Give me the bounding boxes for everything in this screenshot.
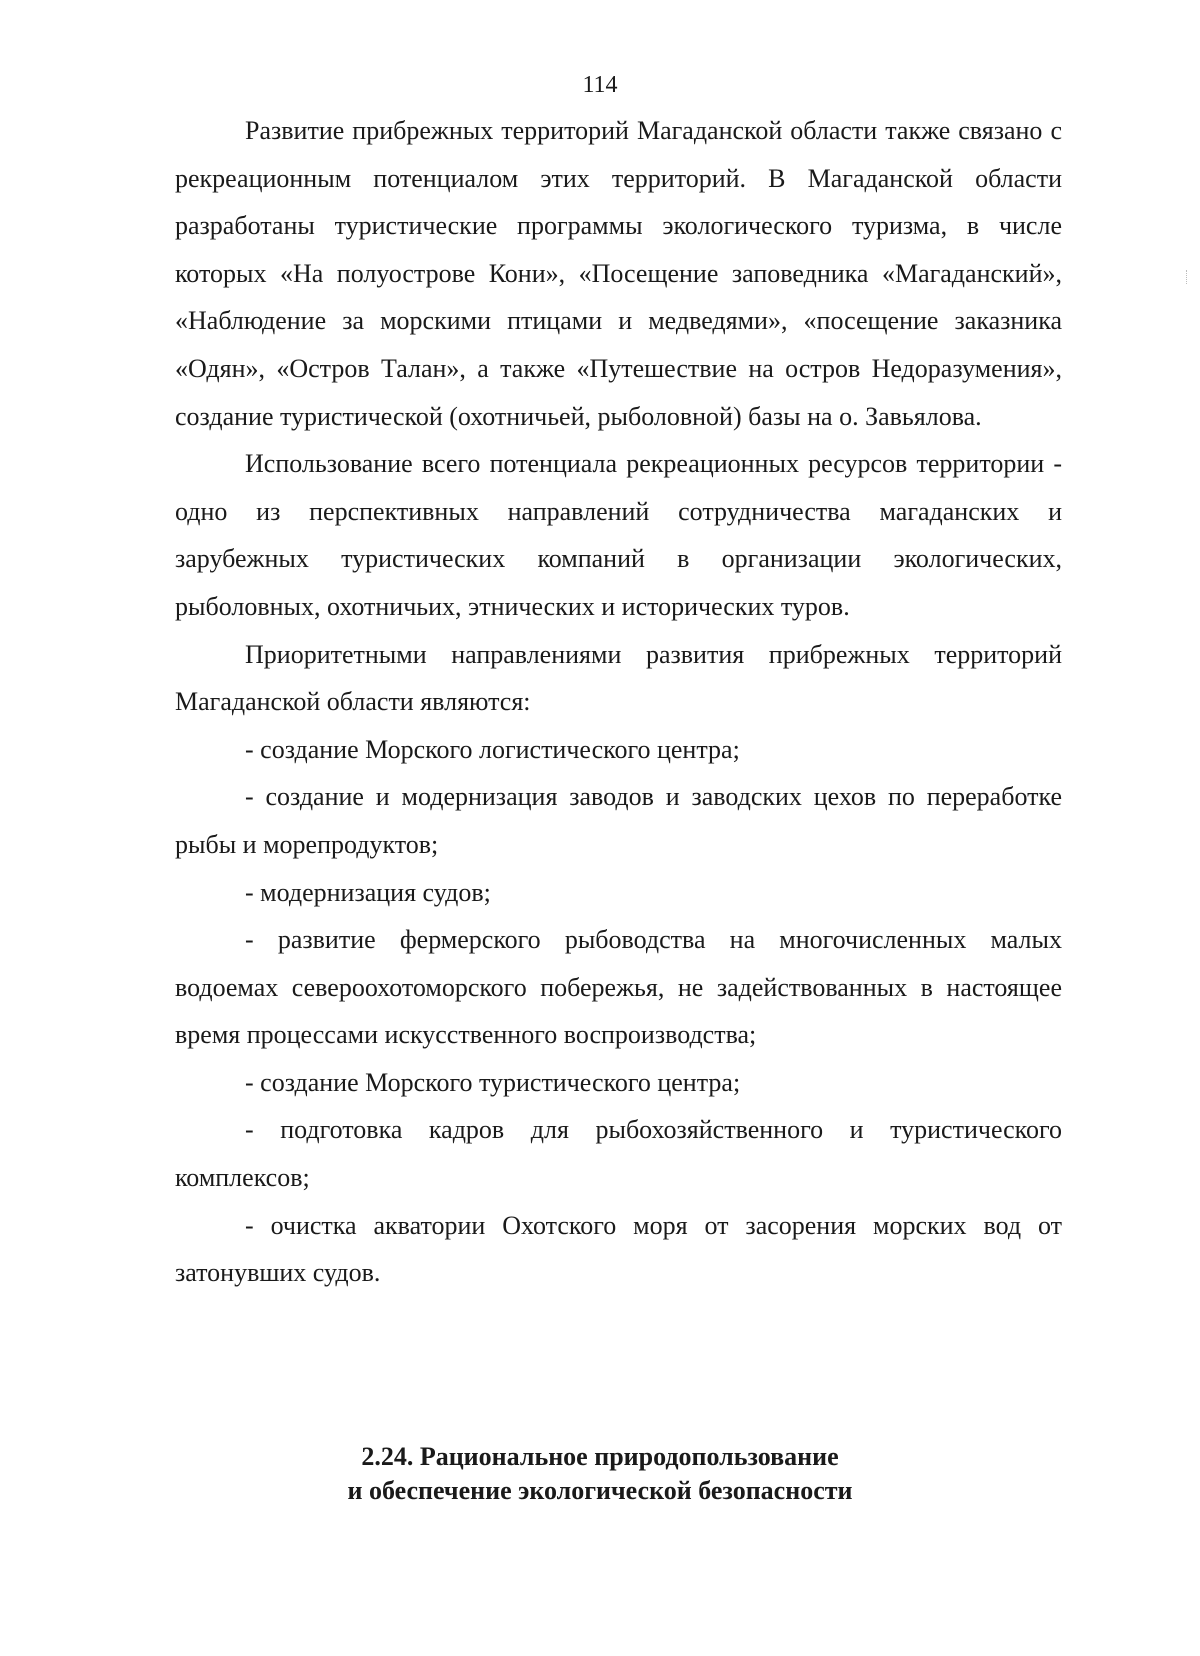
paragraph-priority-directions: Приоритетными направлениями развития прибрежных территорий Магаданской области являются: bbox=[175, 639, 1062, 717]
section-heading-line-1: 2.24. Рациональное природопользование bbox=[361, 1442, 839, 1471]
page-number: 114 bbox=[582, 72, 618, 98]
section-heading bbox=[0, 1440, 1200, 1508]
section-heading-line-2: и обеспечение экологической безопасности bbox=[347, 1476, 853, 1505]
paragraph-recreational-resources: Использование всего потенциала рекреационных ресурсов территории - одно из перспективных направлений сотрудничества магаданских и зарубежных туристических компаний в организации экологических, рыболовных, охотничьих, этнических и исторических туров. bbox=[175, 449, 1062, 621]
list-item-vessel-modernization: - модернизация судов; bbox=[245, 877, 491, 907]
list-item-logistics-center: - создание Морского логистического центра; bbox=[245, 734, 740, 764]
list-item-fish-farming: - развитие фермерского рыбоводства на многочисленных малых водоемах североохотоморского побережья, не задействованных в настоящее время процессами искусственного воспроизводства; bbox=[175, 925, 1062, 1050]
body-text bbox=[175, 107, 1062, 1297]
list-item-water-cleanup: - очистка акватории Охотского моря от засорения морских вод от затонувших судов. bbox=[175, 1210, 1062, 1288]
list-item-fish-processing-plants: - создание и модернизация заводов и заводских цехов по переработке рыбы и морепродуктов; bbox=[175, 782, 1062, 859]
margin-mark bbox=[1186, 270, 1190, 284]
list-item-staff-training: - подготовка кадров для рыбохозяйственного и туристического комплексов; bbox=[175, 1115, 1062, 1193]
list-item-tourist-center: - создание Морского туристического центра; bbox=[245, 1067, 741, 1097]
paragraph-coastal-development: Развитие прибрежных территорий Магаданской области также связано с рекреационным потенциалом этих территорий. В Магаданской области разработаны туристические программы экологического туризма, в числе которых «На полуострове Кони», «Посещение заповедника «Магаданский», «Наблюдение за морскими птицами и медведями», «посещение заказника «Одян», «Остров Талан», а также «Путешествие на остров Недоразумения», создание туристической (охотничьей, рыболовной) базы на о. Завьялова. bbox=[175, 116, 1062, 431]
